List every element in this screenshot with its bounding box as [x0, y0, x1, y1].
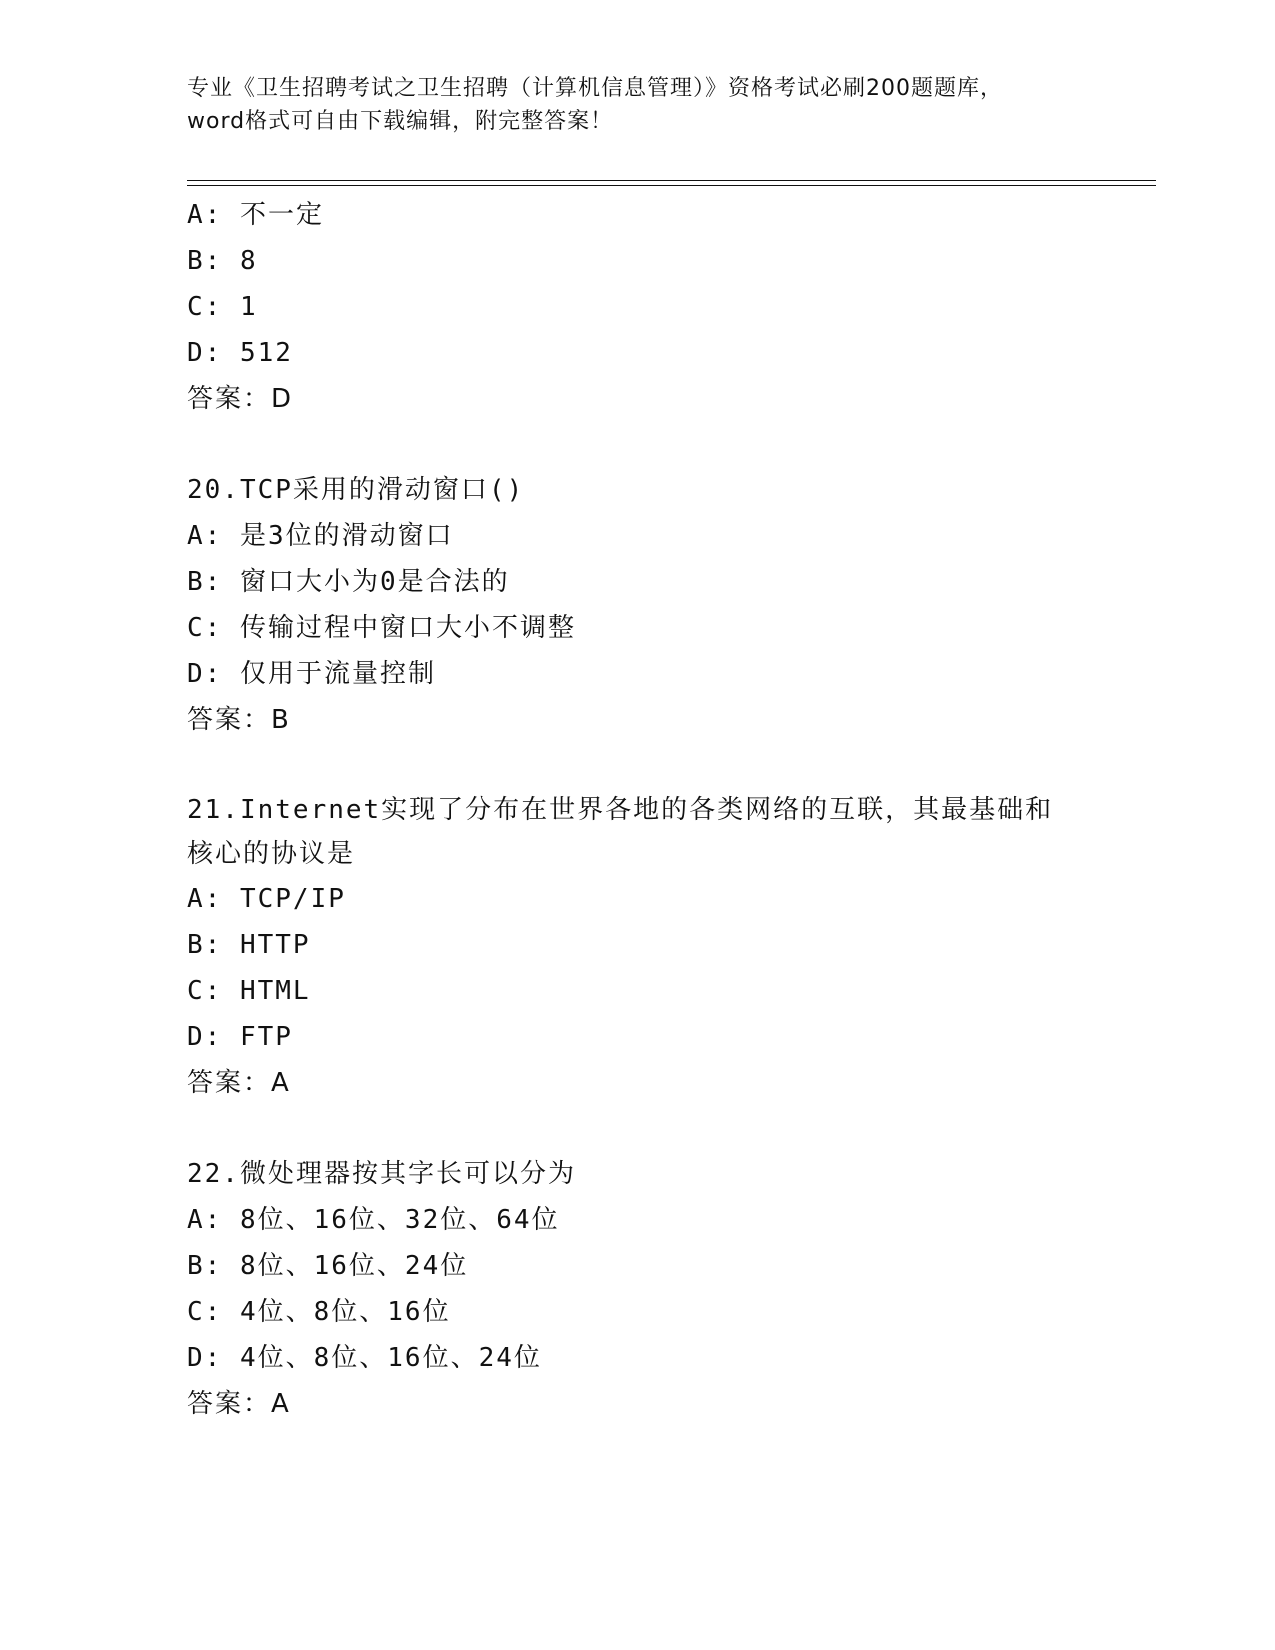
option-a: A: 不一定 — [187, 200, 324, 230]
option-b: B: 窗口大小为0是合法的 — [187, 567, 510, 597]
option-c: C: 1 — [187, 292, 258, 322]
question-stem: 22.微处理器按其字长可以分为 — [187, 1159, 576, 1189]
header-rule-top — [187, 180, 1156, 181]
option-a: A: 是3位的滑动窗口 — [187, 521, 454, 551]
option-c: C: HTML — [187, 976, 311, 1006]
option-b: B: 8位、16位、24位 — [187, 1251, 469, 1281]
answer: 答案：A — [187, 1389, 291, 1419]
option-d: D: 仅用于流量控制 — [187, 659, 436, 689]
answer: 答案：D — [187, 384, 294, 414]
question-list — [187, 192, 1087, 1427]
option-d: D: FTP — [187, 1022, 293, 1052]
answer: 答案：A — [187, 1068, 291, 1098]
question-21 — [187, 788, 1087, 1106]
option-b: B: 8 — [187, 246, 258, 276]
header-line-1: 专业《卫生招聘考试之卫生招聘（计算机信息管理）》资格考试必刷200题题库， — [187, 76, 1003, 101]
question-stem: 21.Internet实现了分布在世界各地的各类网络的互联，其最基础和核心的协议是 — [187, 795, 1054, 869]
answer: 答案：B — [187, 705, 291, 735]
option-d: D: 4位、8位、16位、24位 — [187, 1343, 542, 1373]
partial-question — [187, 192, 1087, 422]
question-22 — [187, 1151, 1087, 1427]
header-rule-bottom — [187, 185, 1156, 186]
option-c: C: 传输过程中窗口大小不调整 — [187, 613, 576, 643]
question-20 — [187, 467, 1087, 743]
option-d: D: 512 — [187, 338, 293, 368]
document-header — [187, 72, 1087, 138]
question-stem: 20.TCP采用的滑动窗口() — [187, 475, 525, 505]
header-line-2: word格式可自由下载编辑，附完整答案！ — [187, 109, 614, 134]
option-b: B: HTTP — [187, 930, 311, 960]
option-a: A: TCP/IP — [187, 884, 346, 914]
option-c: C: 4位、8位、16位 — [187, 1297, 451, 1327]
option-a: A: 8位、16位、32位、64位 — [187, 1205, 560, 1235]
